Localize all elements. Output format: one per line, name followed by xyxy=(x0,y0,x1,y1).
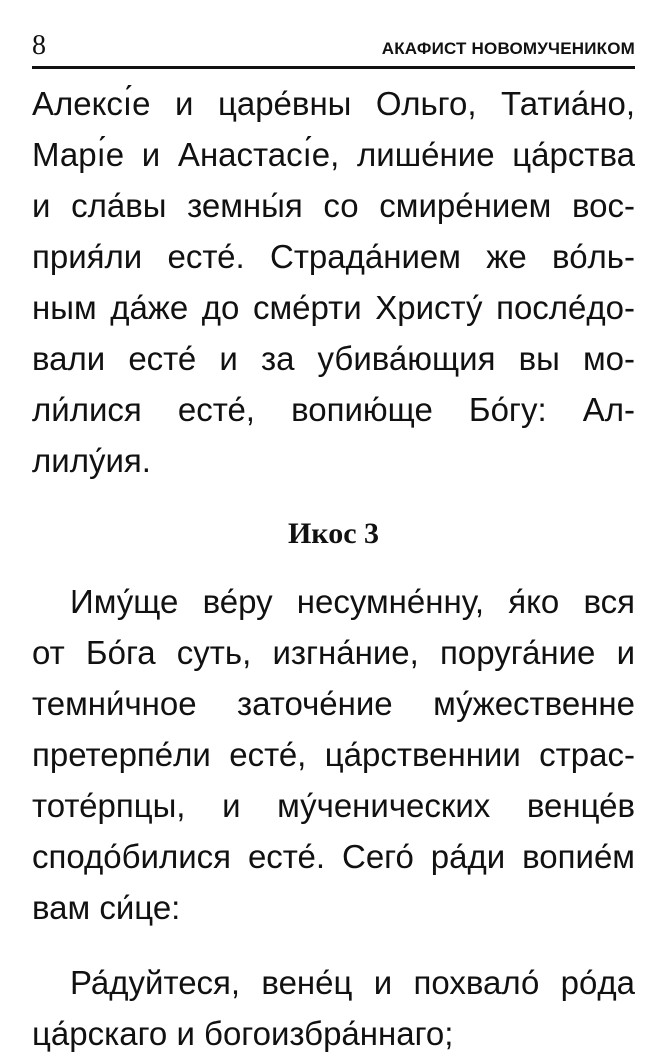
text-line: Ра́дуйтеся, вене́ц и похвало́ ро́да xyxy=(70,964,635,1001)
text-line: Алексı́е и царе́вны Ольго, Татиа́но, xyxy=(32,85,635,122)
paragraph-ikos xyxy=(32,576,635,933)
text-line: от Бо́га суть, изгна́ние, поруга́ние и xyxy=(32,634,635,671)
paragraph-continuation xyxy=(32,78,635,486)
text-line: претерпе́ли есте́, ца́рственнии страс- xyxy=(32,736,635,773)
header-rule xyxy=(32,66,635,69)
page-content xyxy=(32,78,635,1059)
page-header xyxy=(32,30,635,66)
text-line: лилу́ия. xyxy=(32,442,151,479)
text-line: Марı́е и Анастасı́е, лише́ние ца́рства xyxy=(32,136,635,173)
text-line: вали есте́ и за убива́ющия вы мо- xyxy=(32,340,635,377)
text-line: сподо́билися есте́. Сего́ ра́ди вопие́м xyxy=(32,838,635,875)
text-line: ца́рскаго и богоизбра́ннаго; xyxy=(32,1015,454,1052)
running-title: АКАФИСТ НОВОМУЧЕНИКОМ xyxy=(381,39,635,58)
paragraph-rejoice xyxy=(32,957,635,1059)
text-line: вам си́це: xyxy=(32,889,181,926)
text-line: и сла́вы земны́я со смире́нием вос- xyxy=(32,187,635,224)
text-line: ли́лися есте́, вопию́ще Бо́гу: Ал- xyxy=(32,391,635,428)
text-line: прия́ли есте́. Страда́нием же во́ль- xyxy=(32,238,635,275)
page-number: 8 xyxy=(32,30,46,61)
text-line: тоте́рпцы, и му́ченических венце́в xyxy=(32,787,635,824)
text-line: Иму́ще ве́ру несумне́нну, я́ко вся xyxy=(70,583,635,620)
text-line: темни́чное заточе́ние му́жественне xyxy=(32,685,635,722)
section-title: Икос 3 xyxy=(287,517,380,550)
text-line: ным да́же до сме́рти Христу́ после́до- xyxy=(32,289,635,326)
